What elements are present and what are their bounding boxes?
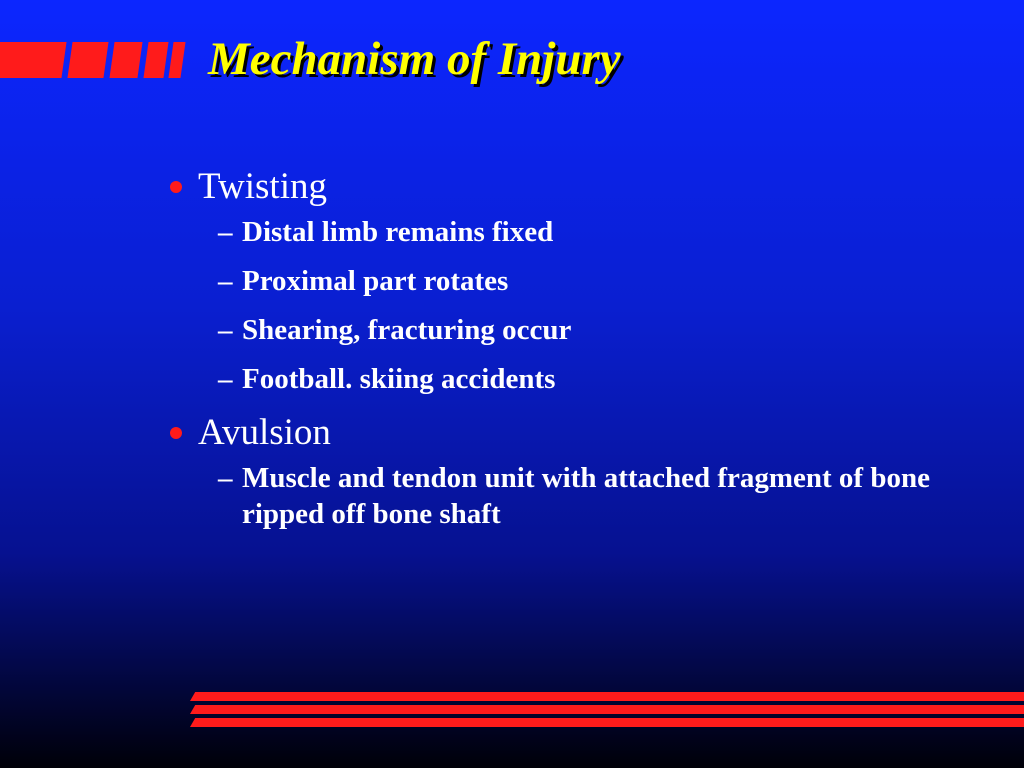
bullet-item-avulsion [168, 410, 1008, 532]
bullet-item-twisting [168, 164, 1008, 397]
red-stripe [190, 718, 1024, 727]
dash-icon: – [218, 265, 233, 297]
sub-bullet-text: Football. skiing accidents [242, 363, 556, 395]
slide-title: Mechanism of Injury [208, 33, 621, 85]
sub-bullet-list [198, 214, 1008, 397]
bullet-text: Avulsion [198, 412, 331, 453]
red-stripe [190, 692, 1024, 701]
red-stripe [109, 42, 142, 78]
sub-bullet-item [218, 460, 1008, 532]
dash-icon: – [218, 216, 233, 248]
red-stripe [0, 42, 67, 78]
bullet-list [168, 164, 1008, 545]
sub-bullet-text: Proximal part rotates [242, 265, 509, 297]
bullet-dot-icon [170, 181, 182, 193]
sub-bullet-item [218, 214, 1008, 250]
dash-icon: – [218, 462, 233, 494]
sub-bullet-item [218, 263, 1008, 299]
bullet-text: Twisting [198, 166, 327, 207]
red-stripe [143, 42, 168, 78]
sub-bullet-text: Distal limb remains fixed [242, 216, 554, 248]
bullet-dot-icon [170, 427, 182, 439]
red-stripe [190, 705, 1024, 714]
red-stripes-decoration-top [0, 42, 190, 78]
sub-bullet-text: Muscle and tendon unit with attached fragment of bone ripped off bone shaft [242, 462, 930, 530]
red-stripe [168, 42, 185, 78]
dash-icon: – [218, 363, 233, 395]
red-stripe [67, 42, 108, 78]
sub-bullet-item [218, 312, 1008, 348]
red-stripes-decoration-bottom [190, 690, 1024, 730]
dash-icon: – [218, 314, 233, 346]
sub-bullet-text: Shearing, fracturing occur [242, 314, 572, 346]
sub-bullet-list [198, 460, 1008, 532]
sub-bullet-item [218, 361, 1008, 397]
